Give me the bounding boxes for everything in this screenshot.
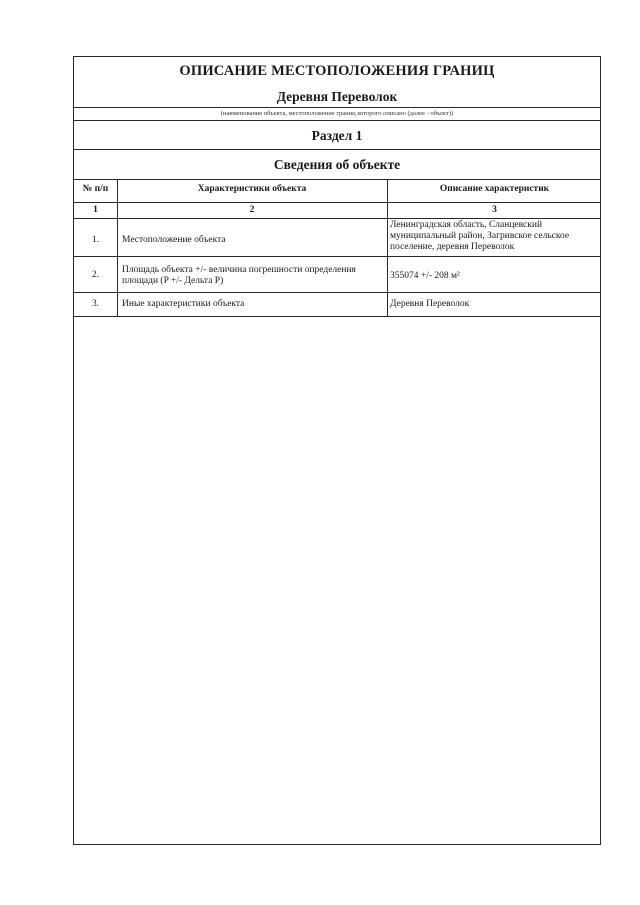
column-divider: [117, 179, 118, 317]
row-description: Деревня Переволок: [390, 299, 470, 309]
row-characteristic: Иные характеристики объекта: [122, 299, 245, 309]
column-divider: [387, 179, 388, 317]
document-frame: [73, 56, 601, 845]
divider: [74, 179, 600, 180]
colnum-1: 1: [93, 205, 98, 215]
divider: [74, 316, 600, 317]
divider: [74, 256, 600, 257]
row-characteristic: Местоположение объекта: [122, 235, 226, 245]
row-number: 2.: [91, 270, 100, 280]
divider: [74, 202, 600, 203]
divider: [74, 120, 600, 121]
header-num: № п/п: [82, 184, 109, 194]
row-number: 3.: [91, 299, 100, 309]
divider: [74, 149, 600, 150]
divider: [74, 107, 600, 108]
header-characteristic: Характеристики объекта: [197, 184, 307, 194]
section-title: Раздел 1: [311, 128, 363, 143]
object-caption: (наименование объекта, местоположение границ которого описано (далее - объект)): [220, 110, 454, 117]
row-description: Ленинградская область, Сланцевский муниципальный район, Загривское сельское поселение, деревня Переволок: [390, 220, 570, 252]
row-number: 1.: [91, 235, 100, 245]
colnum-3: 3: [492, 205, 497, 215]
divider: [74, 218, 600, 219]
row-characteristic: Площадь объекта +/- величина погрешности определения площади (P +/- Дельта P): [122, 265, 356, 286]
row-description: 355074 +/- 208 м²: [390, 271, 460, 281]
header-description: Описание характеристик: [439, 184, 550, 194]
info-title: Сведения об объекте: [273, 157, 401, 172]
document-title: ОПИСАНИЕ МЕСТОПОЛОЖЕНИЯ ГРАНИЦ: [179, 63, 495, 79]
object-name: Деревня Переволок: [276, 89, 398, 104]
colnum-2: 2: [249, 205, 255, 215]
divider: [74, 292, 600, 293]
